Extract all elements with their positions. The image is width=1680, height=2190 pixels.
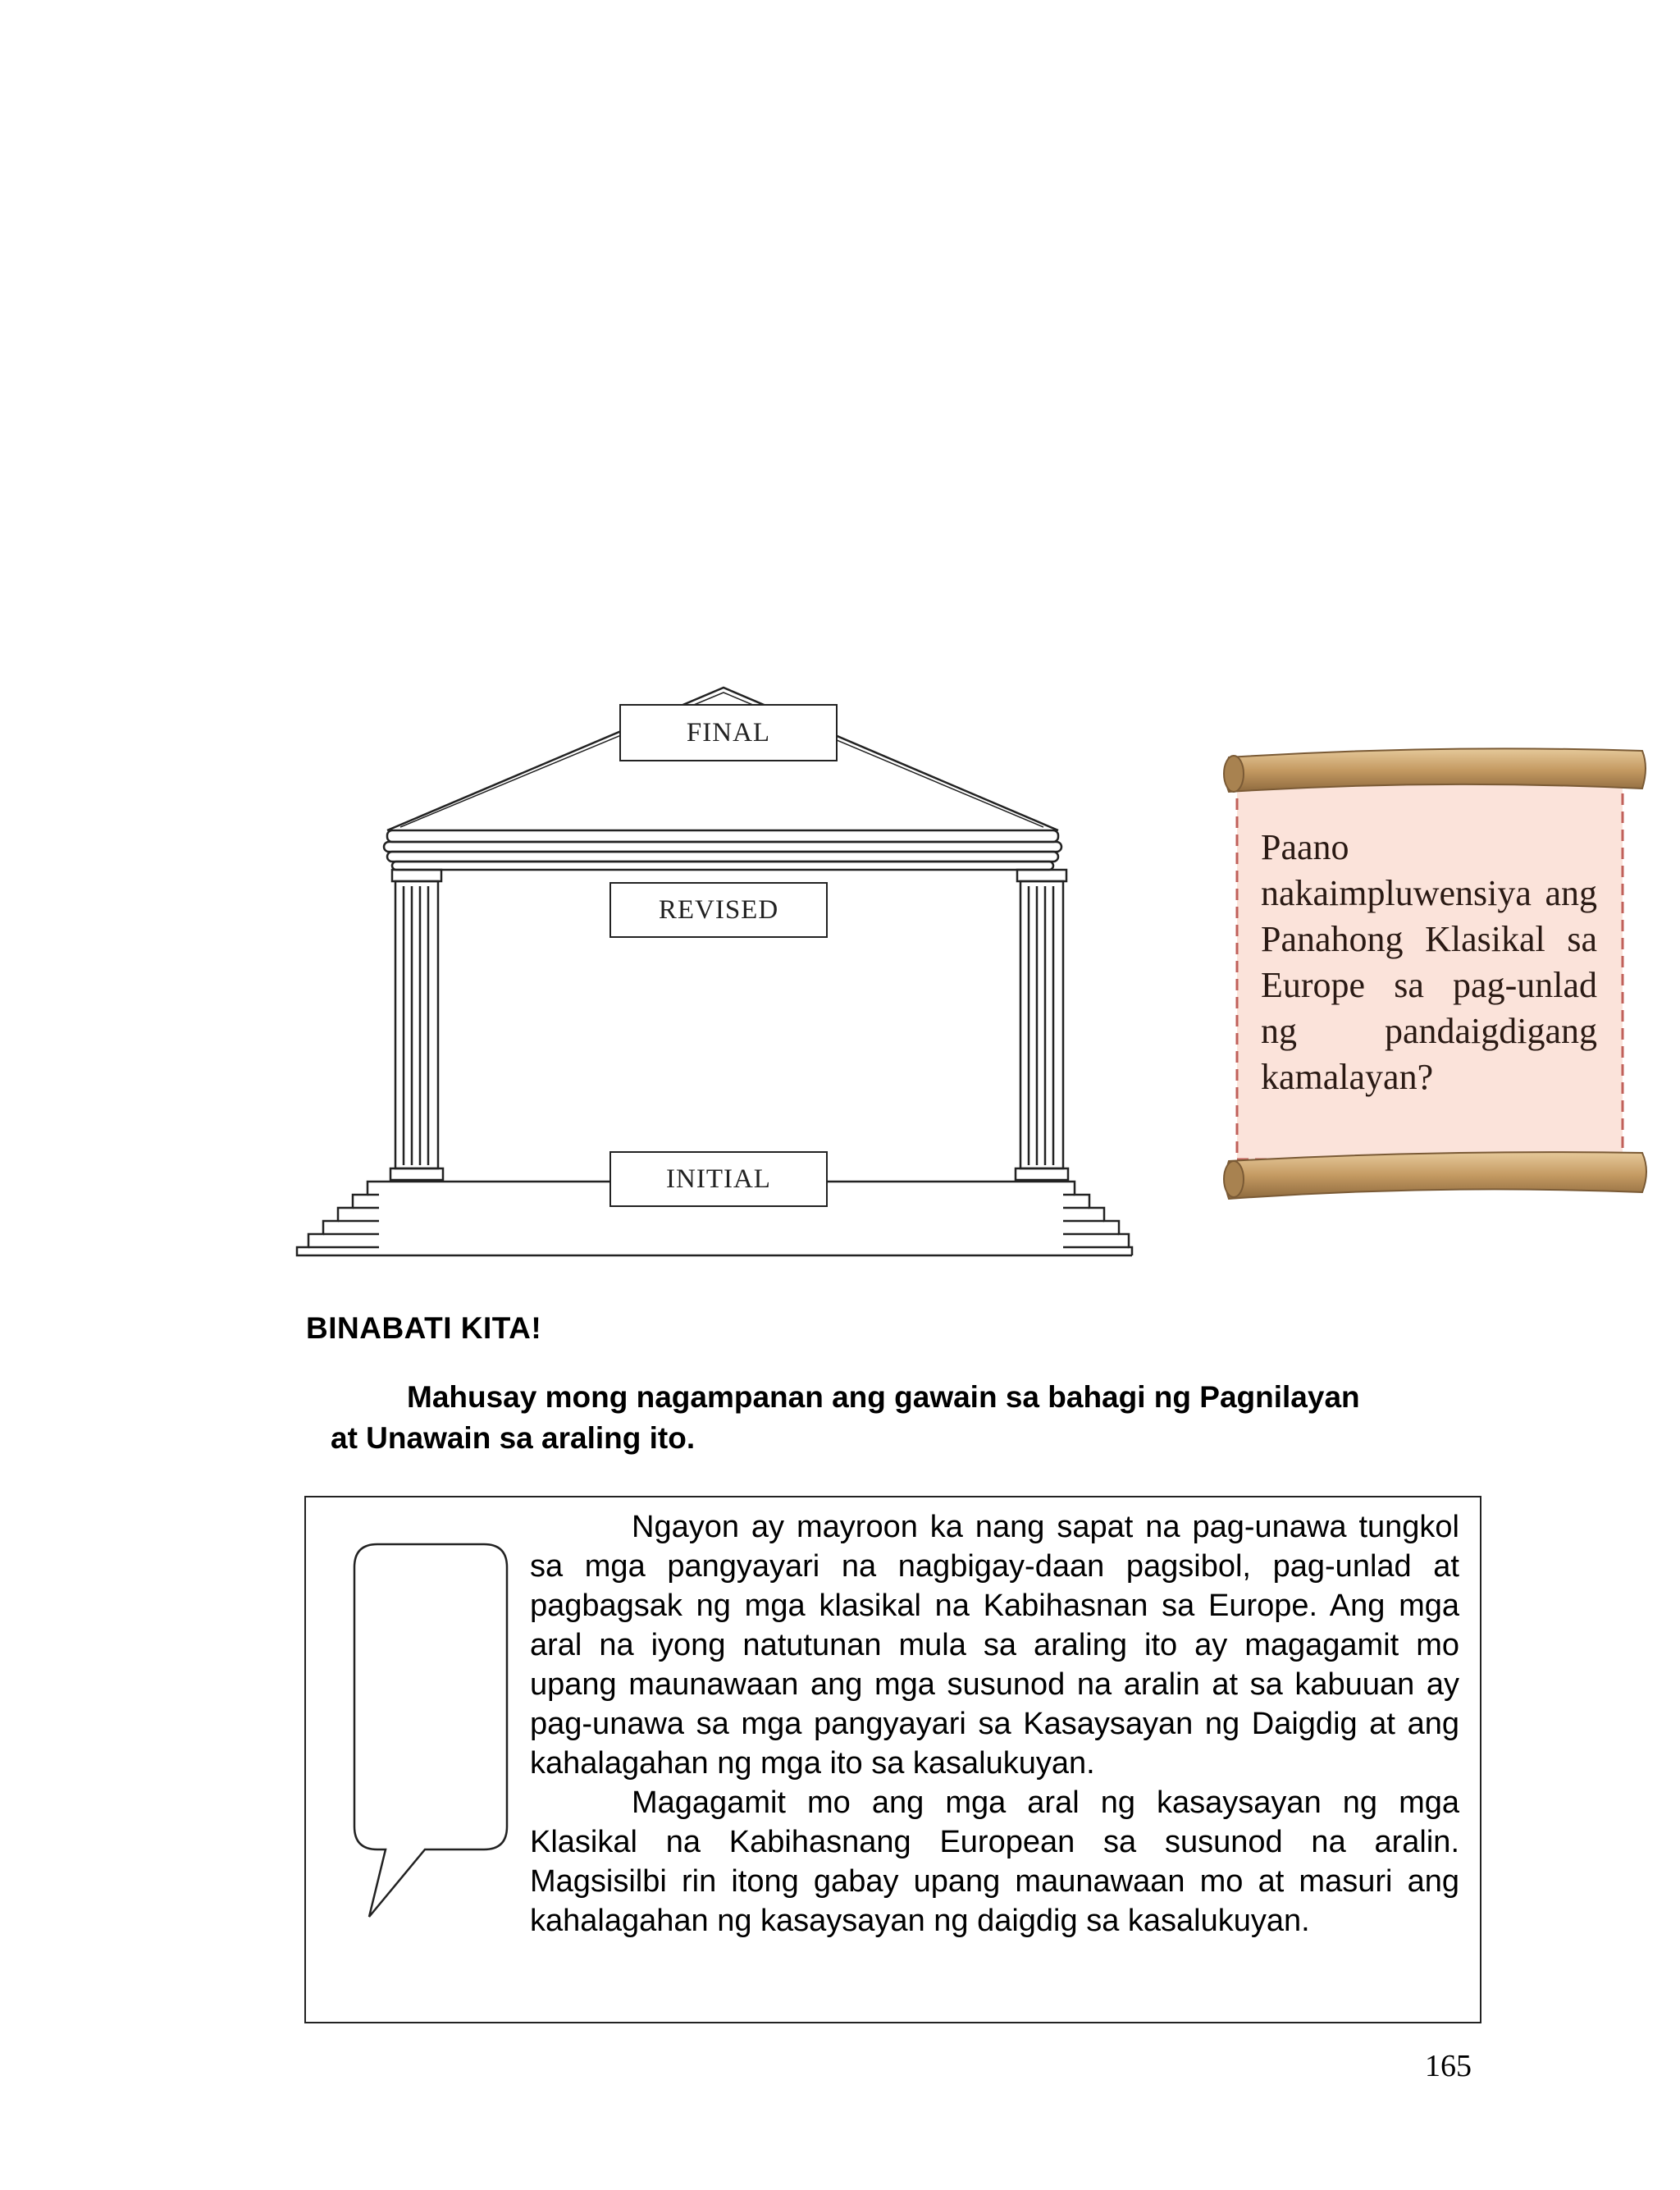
scroll-question: Paano nakaimpluwensiya ang Panahong Klasikal sa Europe sa pag-unlad ng pandaigdigang kamalayan? <box>1261 827 1597 1097</box>
initial-label: INITIAL <box>609 1151 828 1207</box>
reflection-paragraph-1: Ngayon ay mayroon ka nang sapat na pag-unawa tungkol sa mga pangyayari na nagbigay-daan pagsibol, pag-unlad at pagbagsak ng mga klasikal na Kabihasnan sa Europe. Ang mga aral na iyong natutunan mula sa araling ito ay magagamit mo upang maunawaan ang mga susunod na aralin at sa kabuuan ay pag-unawa sa mga pangyayari sa Kasaysayan ng Daigdig at ang kahalagahan ng mga ito sa kasalukuyan. <box>530 1510 1459 1781</box>
congrats-text: Mahusay mong nagampanan ang gawain sa bahagi ng Pagnilayan at Unawain sa araling ito. <box>331 1380 1360 1455</box>
reflection-text <box>530 1507 1459 1941</box>
reflection-paragraph-2: Magagamit mo ang mga aral ng kasaysayan ng mga Klasikal na Kabihasnang European sa susunod na aralin. Magsisilbi rin itong gabay upang maunawaan mo at masuri ang kahalagahan ng kasaysayan ng daigdig sa kasalukuyan. <box>530 1785 1459 1938</box>
greeting-heading: BINABATI KITA! <box>306 1311 542 1345</box>
page-number: 165 <box>1425 2049 1472 2083</box>
revised-label: REVISED <box>609 882 828 938</box>
final-label: FINAL <box>619 704 838 761</box>
speech-bubble-icon <box>353 1543 509 1928</box>
